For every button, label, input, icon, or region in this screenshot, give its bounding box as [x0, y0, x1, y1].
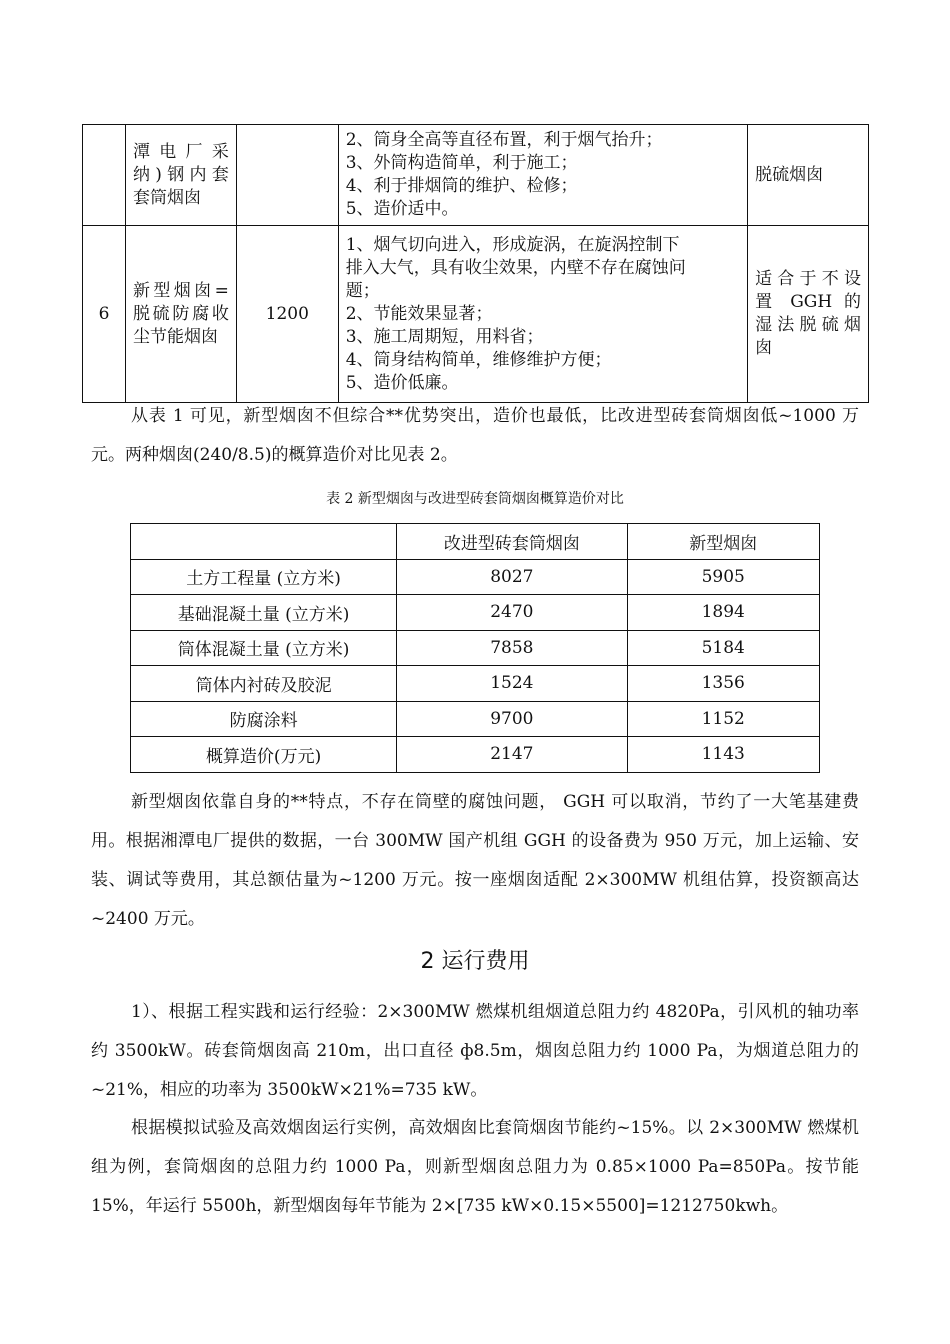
- application-line: 囱: [755, 338, 773, 358]
- paragraph-table1-summary: 从表 1 可见，新型烟囱不但综合**优势突出，造价也最低，比改进型砖套筒烟囱低~1000 万元。两种烟囱(240/8.5)的概算造价对比见表 2。: [91, 406, 859, 465]
- name-line: 新型烟囱=: [132, 280, 229, 301]
- paragraph-energy-savings: 根据模拟试验及高效烟囱运行实例，高效烟囱比套筒烟囱节能约~15%。以 2×300MW 燃煤机组为例，套筒烟囱的总阻力约 1000 Pa，则新型烟囱总阻力为 0.85×1000 Pa=850Pa。按节能 15%，年运行 5500h，新型烟囱每年节能为 2×[735 kW×0.15×5500]=1212750kwh。: [91, 1118, 859, 1216]
- application-line: 湿法脱硫烟: [755, 315, 861, 335]
- value-cell: 7858: [397, 630, 627, 666]
- row-label-cell: 基础混凝土量 (立方米): [131, 595, 397, 631]
- name-line: 套筒烟囱: [132, 187, 201, 208]
- row-label-cell: 筒体内衬砖及胶泥: [131, 666, 397, 702]
- name-line: 尘节能烟囱: [132, 326, 218, 347]
- section-heading: 2 运行费用: [420, 949, 530, 974]
- feature-line: 5、造价低廉。: [345, 372, 459, 393]
- application-cell: [748, 226, 869, 403]
- feature-line: 排入大气，具有收尘效果，内壁不存在腐蚀问: [345, 257, 686, 278]
- feature-line: 4、利于排烟筒的维护、检修；: [345, 176, 578, 196]
- chimney-name-cell: [125, 125, 236, 226]
- application-line: 脱硫烟囱: [755, 164, 824, 185]
- table-row: [83, 226, 869, 403]
- feature-line: 4、筒身结构简单，维修维护方便；: [345, 349, 612, 370]
- name-line: 脱硫防腐收: [132, 303, 229, 324]
- cost-comparison-table: [130, 523, 820, 773]
- table-row: [131, 595, 820, 631]
- value-cell: 2147: [397, 737, 627, 773]
- paragraph-ggh-savings: 新型烟囱依靠自身的**特点，不存在筒壁的腐蚀问题， GGH 可以取消，节约了一大笔基建费用。根据湘潭电厂提供的数据，一台 300MW 国产机组 GGH 的设备费为 950 万元，加上运输、安装、调试等费用，其总额估量为~1200 万元。按一座烟囱适配 2×300MW 机组估算，投资额高达~2400 万元。: [91, 792, 859, 929]
- value-cell: 1152: [627, 701, 820, 737]
- value-cell: 1894: [627, 595, 820, 631]
- chimney-name-cell: [125, 226, 236, 403]
- row-number-cell: 6: [83, 226, 126, 403]
- feature-line: 3、外筒构造简单，利于施工；: [345, 153, 578, 173]
- row-number-cell: [83, 125, 126, 226]
- feature-line: 3、施工周期短，用料省；: [345, 326, 544, 347]
- row-label-cell: 概算造价(万元): [131, 737, 397, 773]
- column-header: 新型烟囱: [627, 524, 820, 560]
- feature-line: 5、造价适中。: [345, 199, 459, 219]
- table-row: [83, 125, 869, 226]
- name-line: 纳)钢内套: [132, 164, 229, 185]
- table-row: [131, 666, 820, 702]
- application-line: 适合于不设: [755, 269, 861, 289]
- features-cell: [338, 125, 747, 226]
- value-cell: 5905: [627, 559, 820, 595]
- value-cell: 1356: [627, 666, 820, 702]
- value-cell: 2470: [397, 595, 627, 631]
- table-row: [131, 559, 820, 595]
- value-cell: 9700: [397, 701, 627, 737]
- column-header: [131, 524, 397, 560]
- application-line: 置 GGH 的: [755, 292, 861, 312]
- table-header-row: [131, 524, 820, 560]
- row-label-cell: 防腐涂料: [131, 701, 397, 737]
- height-cell: 1200: [236, 226, 338, 403]
- table2-caption: 表 2 新型烟囱与改进型砖套筒烟囱概算造价对比: [326, 491, 624, 507]
- value-cell: 8027: [397, 559, 627, 595]
- application-cell: [748, 125, 869, 226]
- table-row: [131, 737, 820, 773]
- value-cell: 1143: [627, 737, 820, 773]
- feature-line: 2、节能效果显著；: [345, 303, 493, 324]
- column-header: 改进型砖套筒烟囱: [397, 524, 627, 560]
- feature-line: 题；: [345, 280, 380, 301]
- table-row: [131, 701, 820, 737]
- height-cell: [236, 125, 338, 226]
- value-cell: 1524: [397, 666, 627, 702]
- paragraph-operating-experience: 1）、根据工程实践和运行经验：2×300MW 燃煤机组烟道总阻力约 4820Pa，引风机的轴功率约 3500kW。砖套筒烟囱高 210m，出口直径 ф8.5m，烟囱总阻力约 1000 Pa，为烟道总阻力的~21%，相应的功率为 3500kW×21%=735 kW。: [91, 1002, 859, 1100]
- feature-line: 2、筒身全高等直径布置，利于烟气抬升；: [345, 130, 663, 150]
- comparison-table-continued: [82, 124, 869, 403]
- feature-line: 1、烟气切向进入，形成旋涡，在旋涡控制下: [345, 234, 680, 255]
- name-line: 潭 电 厂 采: [132, 141, 229, 162]
- value-cell: 5184: [627, 630, 820, 666]
- features-cell: [338, 226, 747, 403]
- row-label-cell: 筒体混凝土量 (立方米): [131, 630, 397, 666]
- table-row: [131, 630, 820, 666]
- row-label-cell: 土方工程量 (立方米): [131, 559, 397, 595]
